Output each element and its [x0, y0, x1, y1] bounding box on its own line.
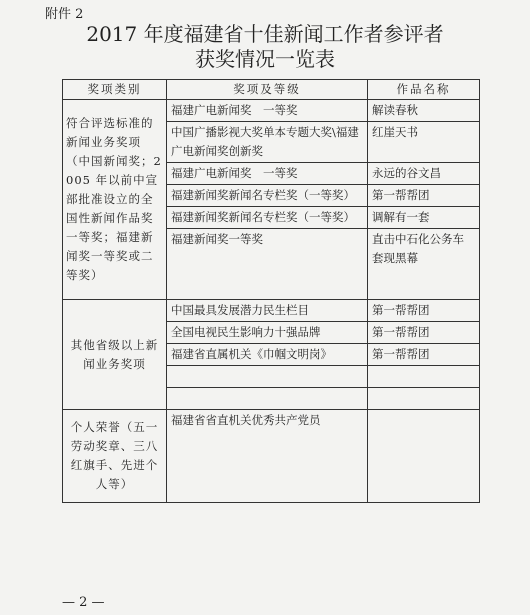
award-cell: 福建新闻奖新闻名专栏奖（一等奖） [167, 207, 368, 229]
award-cell: 福建新闻奖一等奖 [167, 229, 368, 300]
work-cell: 第一帮帮团 [368, 300, 480, 322]
work-cell: 永远的谷文昌 [368, 163, 480, 185]
page-title: 2017 年度福建省十佳新闻工作者参评者 [86, 22, 444, 46]
awards-table [62, 79, 480, 503]
work-cell [368, 366, 480, 388]
work-cell [368, 410, 480, 503]
work-cell: 红崖天书 [368, 122, 480, 163]
page-subtitle: 获奖情况一览表 [195, 47, 335, 71]
work-cell: 第一帮帮团 [368, 322, 480, 344]
work-cell: 第一帮帮团 [368, 344, 480, 366]
column-header-work: 作品名称 [368, 80, 480, 100]
work-cell: 直击中石化公务车套现黑幕 [368, 229, 480, 300]
award-cell: 福建省省直机关优秀共产党员 [167, 410, 368, 503]
award-cell: 中国最具发展潜力民生栏目 [167, 300, 368, 322]
award-cell: 中国广播影视大奖单本专题大奖\福建广电新闻奖创新奖 [167, 122, 368, 163]
award-cell: 福建广电新闻奖 一等奖 [167, 163, 368, 185]
table-row [63, 410, 480, 503]
column-header-category: 奖项类别 [63, 80, 167, 100]
category-cell: 其他省级以上新闻业务奖项 [63, 300, 167, 410]
work-cell [368, 388, 480, 410]
page-number: — 2 — [62, 595, 105, 610]
award-cell: 全国电视民生影响力十强品牌 [167, 322, 368, 344]
column-header-award: 奖项及等级 [167, 80, 368, 100]
work-cell: 第一帮帮团 [368, 185, 480, 207]
award-cell: 福建广电新闻奖 一等奖 [167, 100, 368, 122]
category-cell: 符合评选标准的新闻业务奖项（中国新闻奖；2005 年以前中宣部批准设立的全国性新闻作品奖一等奖；福建新闻奖一等奖或二等奖） [63, 100, 167, 300]
award-cell: 福建省直属机关《巾帼文明岗》 [167, 344, 368, 366]
award-cell [167, 388, 368, 410]
award-cell: 福建新闻奖新闻名专栏奖（一等奖） [167, 185, 368, 207]
annex-label: 附件 2 [45, 7, 84, 22]
table-row [63, 100, 480, 122]
award-cell [167, 366, 368, 388]
work-cell: 解读春秋 [368, 100, 480, 122]
work-cell: 调解有一套 [368, 207, 480, 229]
table-row [63, 300, 480, 322]
category-cell: 个人荣誉（五一劳动奖章、三八红旗手、先进个人等） [63, 410, 167, 503]
table-header-row [63, 80, 480, 100]
